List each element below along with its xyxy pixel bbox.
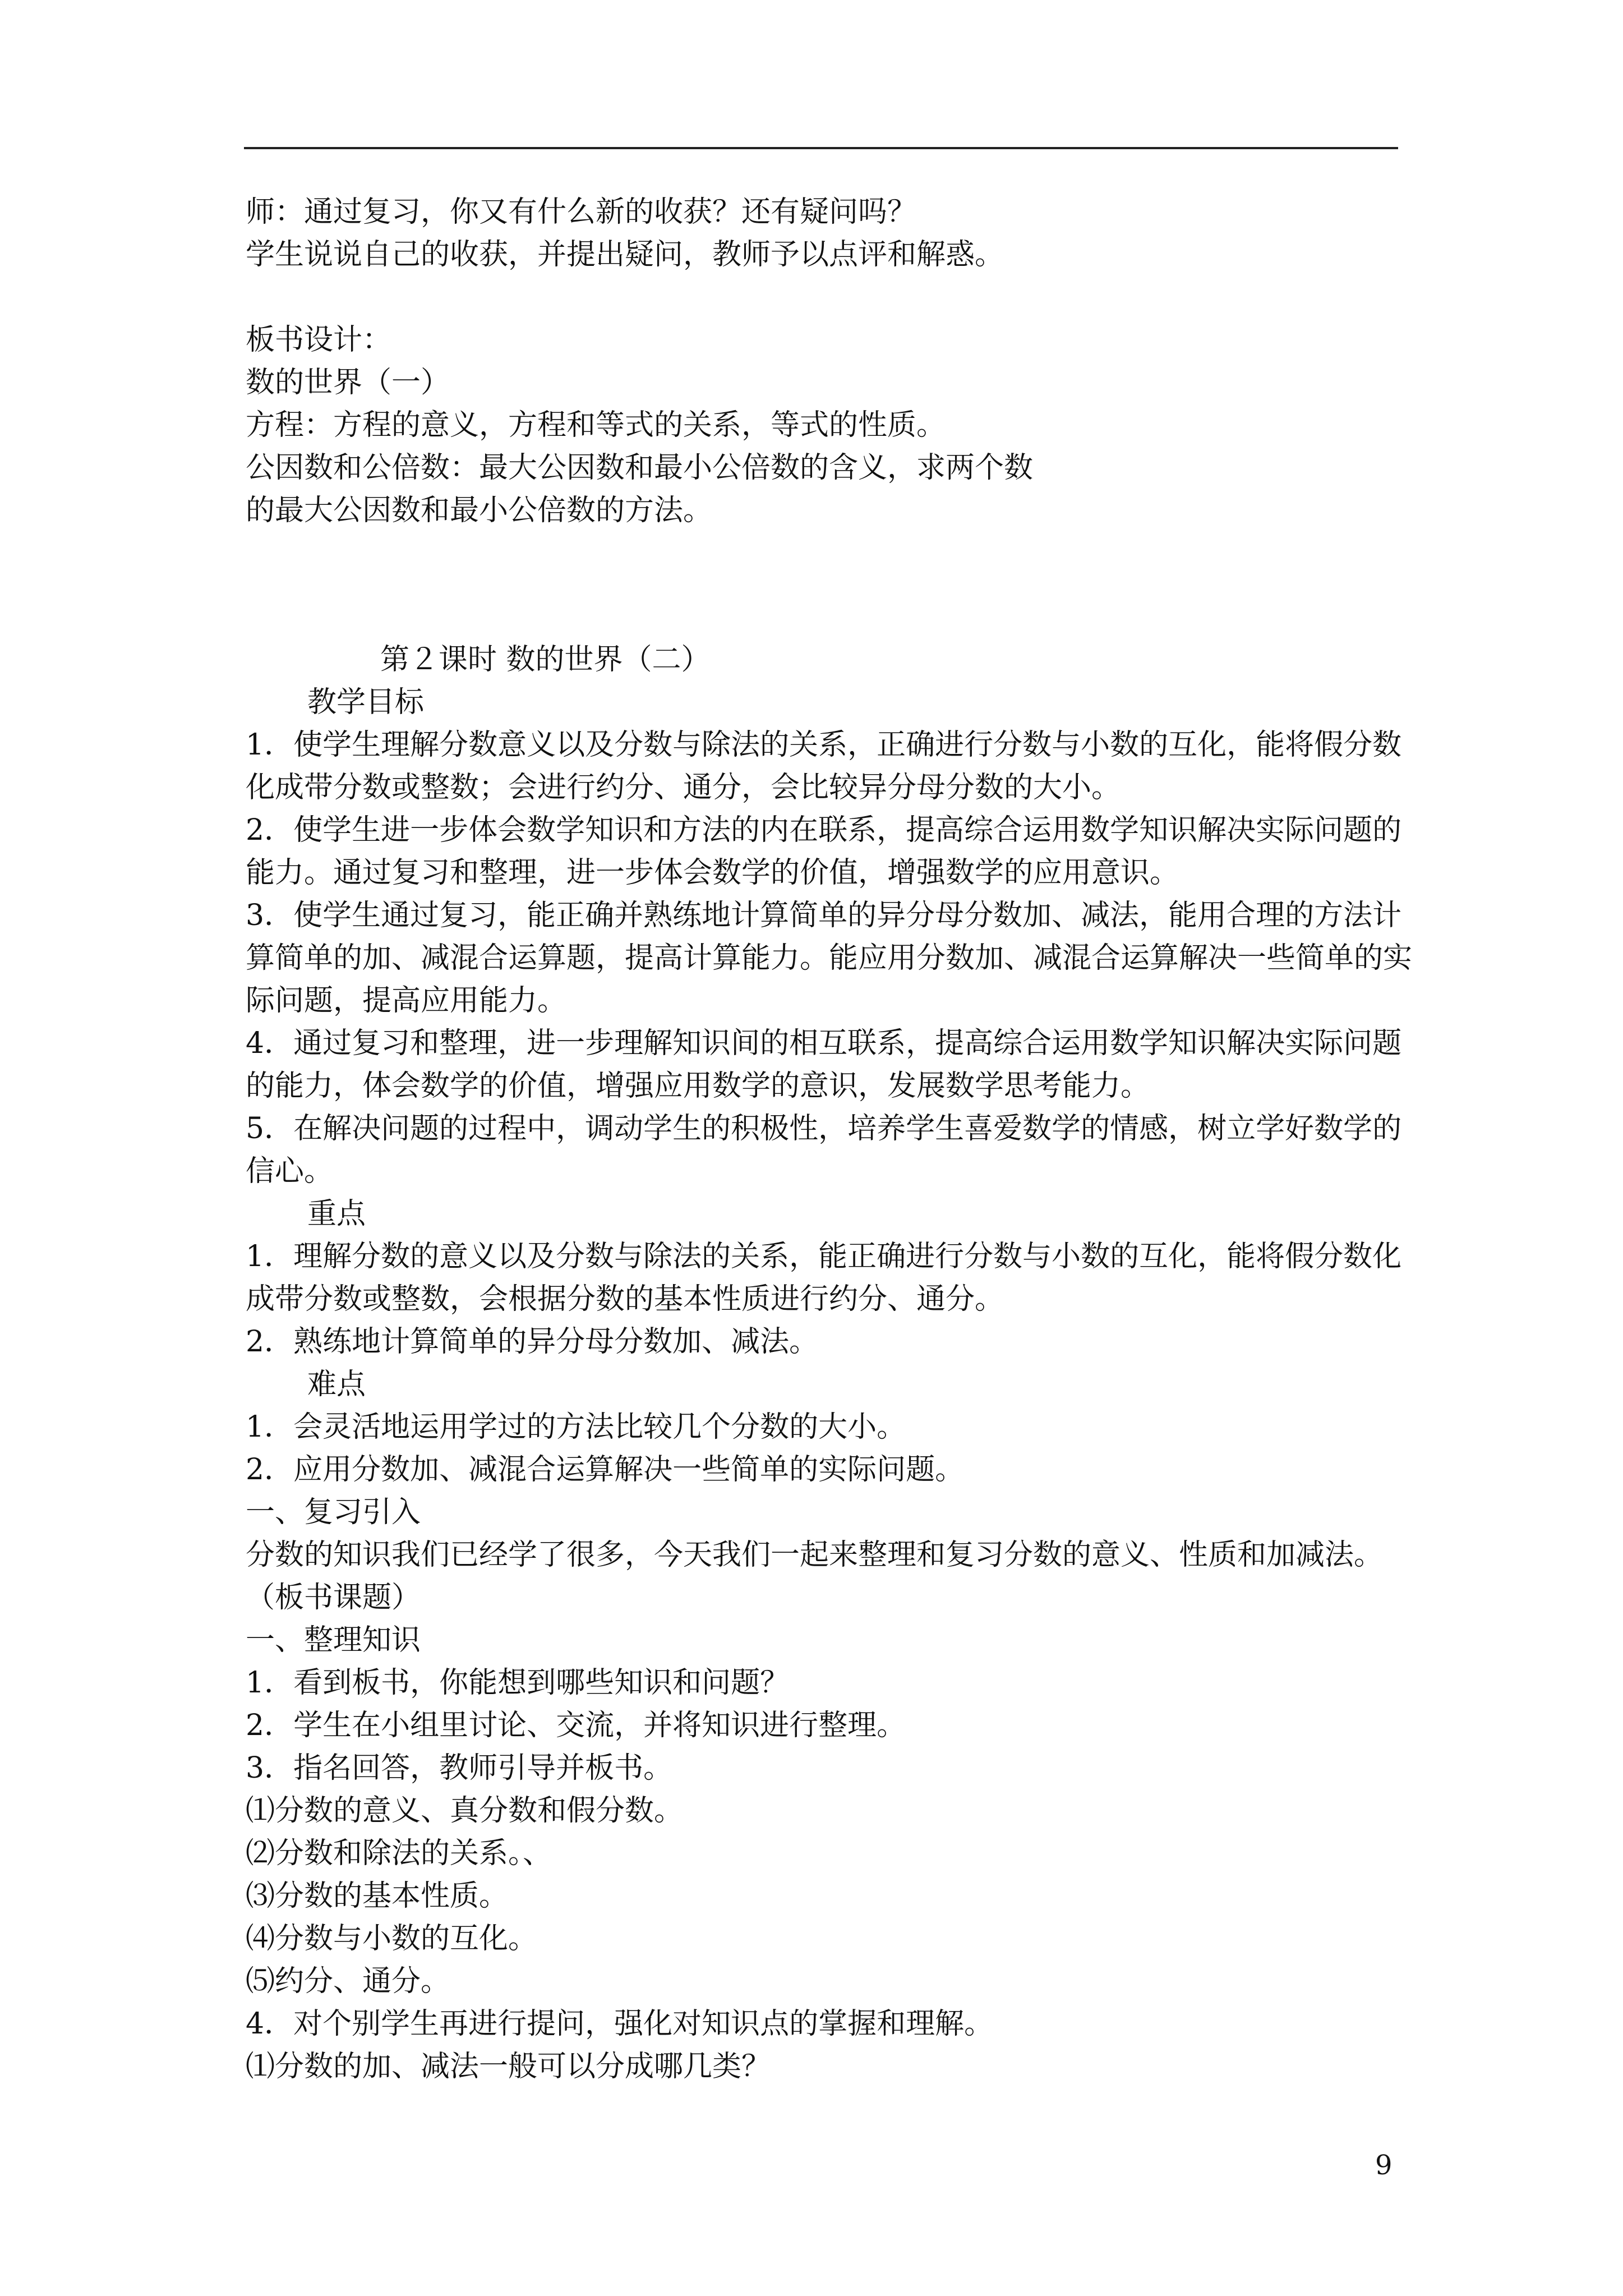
objectives-heading: 教学目标 <box>307 685 425 719</box>
objective-line: 5．在解决问题的过程中，调动学生的积极性，培养学生喜爱数学的情感，树立学好数学的 <box>246 1112 1402 1145</box>
key-points-heading: 重点 <box>307 1197 366 1231</box>
organize-line: ⑷分数与小数的互化。 <box>246 1922 538 1955</box>
review-line: 分数的知识我们已经学了很多，今天我们一起来整理和复习分数的意义、性质和加减法。 <box>246 1538 1384 1572</box>
board-design-line: 方程：方程的意义，方程和等式的关系，等式的性质。 <box>246 408 946 442</box>
board-design-line: 的最大公因数和最小公倍数的方法。 <box>246 494 713 527</box>
objective-line: 的能力，体会数学的价值，增强应用数学的意识，发展数学思考能力。 <box>246 1069 1150 1103</box>
page-content <box>246 191 1413 2088</box>
key-point-line: 成带分数或整数，会根据分数的基本性质进行约分、通分。 <box>246 1282 1004 1316</box>
difficulties-heading: 难点 <box>307 1368 366 1401</box>
objective-line: 1．使学生理解分数意义以及分数与除法的关系，正确进行分数与小数的互化，能将假分数 <box>246 728 1402 762</box>
objective-line: 算简单的加、减混合运算题，提高计算能力。能应用分数加、减混合运算解决一些简单的实 <box>246 941 1413 975</box>
paragraph-gap <box>246 276 1401 319</box>
board-design-line: 公因数和公倍数：最大公因数和最小公倍数的含义，求两个数 <box>246 451 1034 485</box>
objective-line: 信心。 <box>246 1154 334 1188</box>
board-design-line: 数的世界（一） <box>246 366 450 399</box>
organize-line: 2．学生在小组里讨论、交流，并将知识进行整理。 <box>246 1709 906 1742</box>
section-gap <box>246 532 1401 638</box>
organize-line: ⑴分数的加、减法一般可以分成哪几类？ <box>246 2050 771 2083</box>
header-rule <box>244 147 1398 149</box>
objective-line: 际问题，提高应用能力。 <box>246 984 567 1018</box>
organize-heading: 一、整理知识 <box>246 1623 421 1657</box>
page-number: 9 <box>1375 2150 1393 2181</box>
organize-line: ⑶分数的基本性质。 <box>246 1879 509 1913</box>
board-design-heading: 板书设计： <box>246 323 392 357</box>
objective-line: 化成带分数或整数；会进行约分、通分，会比较异分母分数的大小。 <box>246 771 1121 804</box>
objective-line: 2．使学生进一步体会数学知识和方法的内在联系，提高综合运用数学知识解决实际问题的 <box>246 813 1402 847</box>
intro-line: 学生说说自己的收获，并提出疑问，教师予以点评和解惑。 <box>246 238 1004 272</box>
organize-line: ⑵分数和除法的关系。、 <box>246 1837 552 1870</box>
organize-line: ⑴分数的意义、真分数和假分数。 <box>246 1794 684 1828</box>
difficulty-line: 1．会灵活地运用学过的方法比较几个分数的大小。 <box>246 1410 906 1444</box>
objective-line: 3．使学生通过复习，能正确并熟练地计算简单的异分母分数加、减法，能用合理的方法计 <box>246 899 1402 932</box>
review-line: （板书课题） <box>246 1581 421 1614</box>
key-point-line: 2．熟练地计算简单的异分母分数加、减法。 <box>246 1325 819 1359</box>
difficulty-line: 2．应用分数加、减混合运算解决一些简单的实际问题。 <box>246 1453 965 1487</box>
organize-line: ⑸约分、通分。 <box>246 1964 450 1998</box>
objective-line: 能力。通过复习和整理，进一步体会数学的价值，增强数学的应用意识。 <box>246 856 1179 890</box>
key-point-line: 1．理解分数的意义以及分数与除法的关系，能正确进行分数与小数的互化，能将假分数化 <box>246 1240 1402 1273</box>
intro-line: 师：通过复习，你又有什么新的收获？还有疑问吗？ <box>246 195 917 229</box>
organize-line: 1．看到板书，你能想到哪些知识和问题？ <box>246 1666 790 1700</box>
objective-line: 4．通过复习和整理，进一步理解知识间的相互联系，提高综合运用数学知识解决实际问题 <box>246 1027 1402 1060</box>
review-heading: 一、复习引入 <box>246 1496 421 1529</box>
lesson-title: 第２课时 数的世界（二） <box>380 643 711 677</box>
organize-line: 3．指名回答，教师引导并板书。 <box>246 1751 673 1785</box>
organize-line: 4．对个别学生再进行提问，强化对知识点的掌握和理解。 <box>246 2007 994 2041</box>
